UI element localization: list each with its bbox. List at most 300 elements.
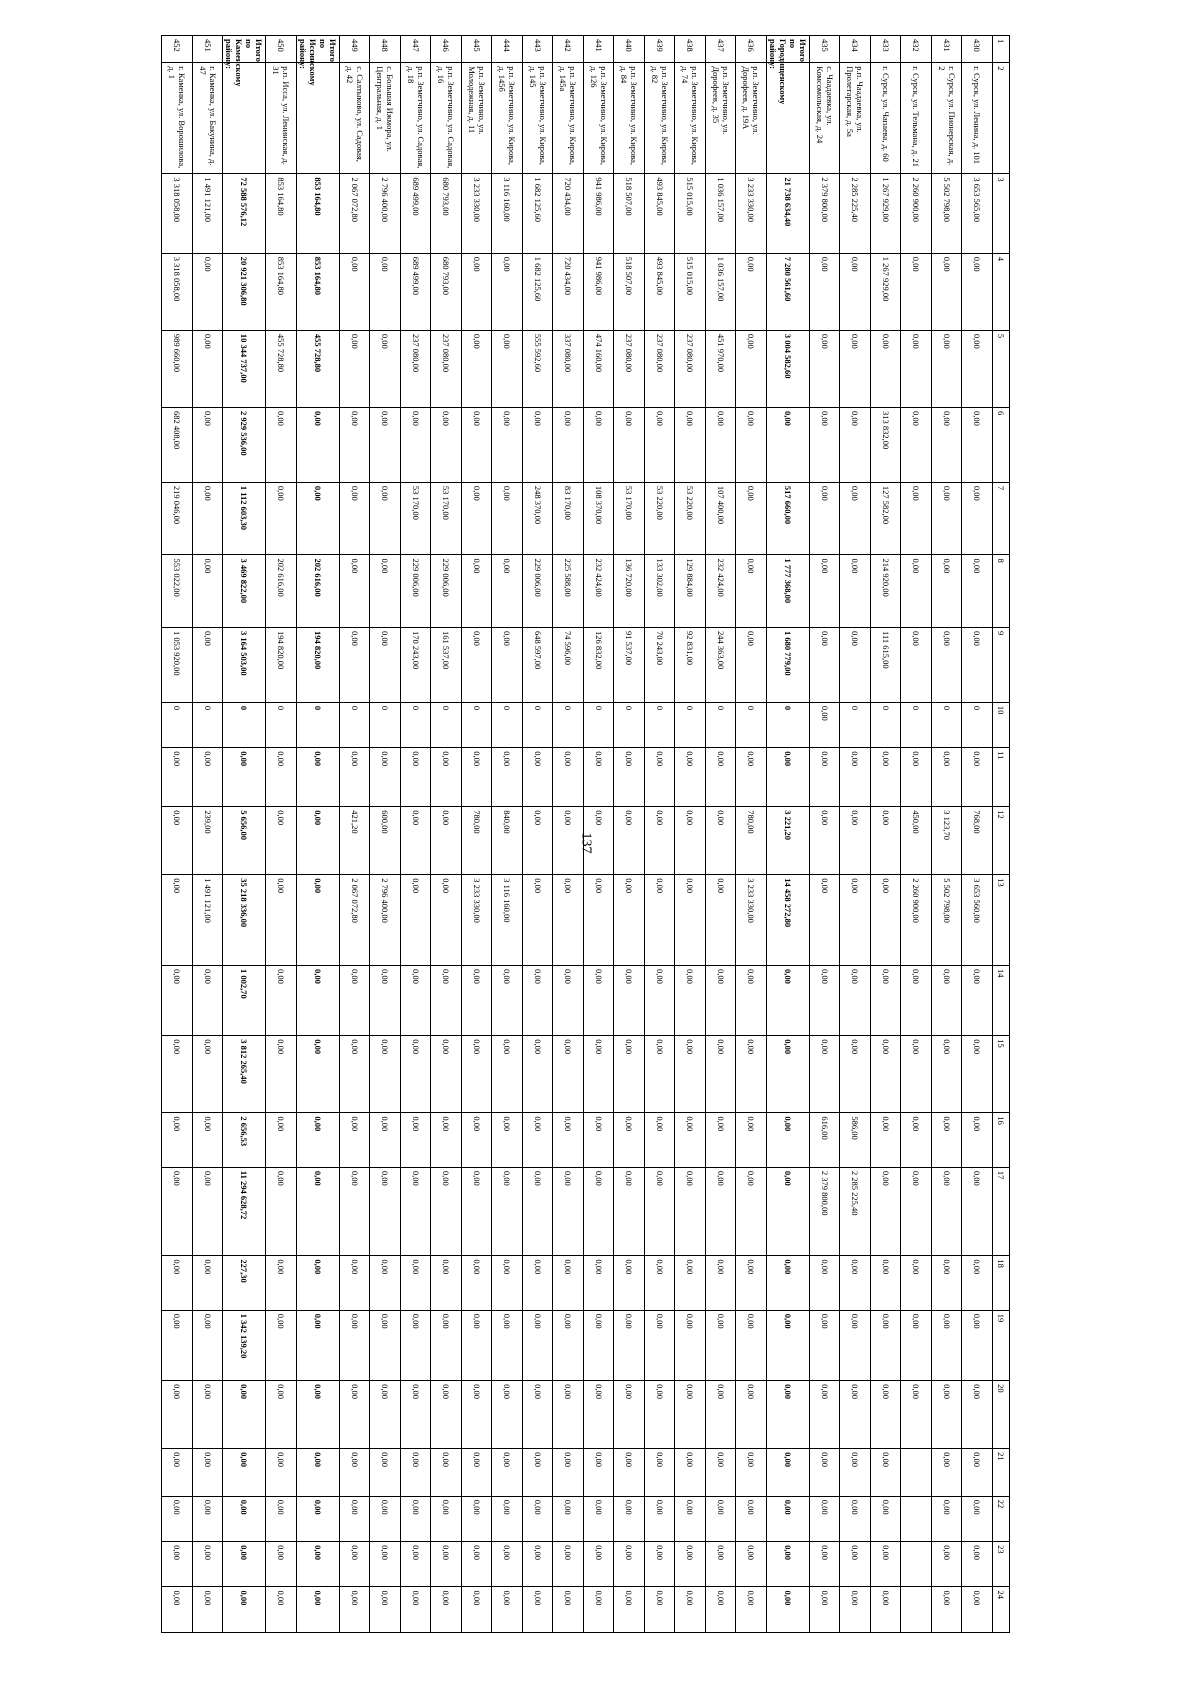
- table-cell: 440: [614, 36, 645, 63]
- table-cell: 0,00: [266, 1496, 297, 1541]
- table-row: [431, 36, 462, 1633]
- table-cell: 3 318 058,00: [162, 174, 193, 253]
- table-cell: 0,00: [193, 1036, 224, 1113]
- table-cell: 0,00: [266, 1113, 297, 1167]
- table-cell: 441: [584, 36, 615, 63]
- table-cell: 0,00: [736, 1167, 767, 1255]
- table-cell: 5 502 798,00: [932, 875, 963, 966]
- table-cell: 3 233 330,00: [462, 174, 493, 253]
- table-row: [871, 36, 902, 1633]
- table-cell: 0,00: [840, 1310, 871, 1380]
- column-header: 23: [993, 1542, 1010, 1587]
- table-cell: 0: [523, 702, 554, 747]
- table-cell: 170 243,00: [401, 628, 432, 703]
- table-cell: 0,00: [297, 1587, 340, 1633]
- table-cell: 3 653 565,00: [962, 174, 993, 253]
- table-cell: 0,00: [297, 1113, 340, 1167]
- table-cell: 989 660,00: [162, 330, 193, 407]
- table-cell: р.п. Земетчино, ул. Кирова, д. 82: [645, 63, 676, 174]
- table-cell: 0,00: [370, 1587, 401, 1633]
- table-cell: 0,00: [492, 1036, 523, 1113]
- table-cell: 0,00: [370, 1542, 401, 1587]
- table-cell: 0,00: [193, 1542, 224, 1587]
- table-cell: 0,00: [523, 1256, 554, 1310]
- table-cell: 237 080,00: [645, 330, 676, 407]
- table-cell: 0,00: [431, 1036, 462, 1113]
- table-cell: 0,00: [645, 1449, 676, 1497]
- table-cell: 0,00: [370, 1310, 401, 1380]
- table-cell: 0,00: [675, 807, 706, 875]
- table-cell: 0,00: [462, 1381, 493, 1449]
- table-cell: 0,00: [553, 1167, 584, 1255]
- table-cell: 0,00: [584, 1381, 615, 1449]
- table-cell: 3 653 560,00: [962, 875, 993, 966]
- table-cell: 0,00: [193, 1167, 224, 1255]
- table-cell: 0,00: [675, 875, 706, 966]
- table-cell: 0,00: [871, 748, 902, 807]
- table-cell: 0,00: [645, 1256, 676, 1310]
- table-cell: 448: [370, 36, 401, 63]
- table-cell: 0,00: [962, 1036, 993, 1113]
- column-header: 22: [993, 1496, 1010, 1541]
- table-cell: 0,00: [932, 1256, 963, 1310]
- table-cell: 0,00: [523, 1113, 554, 1167]
- table-cell: 0,00: [614, 1113, 645, 1167]
- table-cell: 0,00: [871, 1310, 902, 1380]
- table-cell: р.п. Земетчино, ул. Кирова, д. 145: [523, 63, 554, 174]
- table-cell: 313 832,00: [871, 408, 902, 483]
- table-cell: 2 285 225,40: [840, 174, 871, 253]
- table-cell: 449: [340, 36, 371, 63]
- table-cell: 0,00: [523, 875, 554, 966]
- table-cell: 941 986,00: [584, 174, 615, 253]
- table-cell: 3 123,70: [932, 807, 963, 875]
- table-cell: 0,00: [162, 1167, 193, 1255]
- table-cell: 225 588,00: [553, 555, 584, 628]
- table-cell: 493 845,00: [645, 253, 676, 330]
- table-cell: 11 294 628,72: [223, 1167, 266, 1255]
- table-cell: 237 080,00: [614, 330, 645, 407]
- table-cell: 0,00: [370, 1449, 401, 1497]
- table-row: [584, 36, 615, 1633]
- table-cell: 0,00: [614, 1256, 645, 1310]
- table-cell: 0,00: [614, 1036, 645, 1113]
- table-cell: 0,00: [431, 1449, 462, 1497]
- table-cell: 0,00: [901, 1113, 932, 1167]
- table-cell: 0,00: [932, 1113, 963, 1167]
- table-row: [901, 36, 932, 1633]
- table-cell: 0: [431, 702, 462, 747]
- table-cell: 0,00: [932, 1449, 963, 1497]
- table-cell: 0,00: [584, 1113, 615, 1167]
- table-row: [462, 36, 493, 1633]
- table-cell: 0,00: [736, 1449, 767, 1497]
- table-cell: 0,00: [962, 1496, 993, 1541]
- table-cell: 1 053 920,00: [162, 628, 193, 703]
- table-cell: 0: [675, 702, 706, 747]
- table-cell: 0,00: [553, 1496, 584, 1541]
- table-cell: 518 507,00: [614, 253, 645, 330]
- table-cell: 0,00: [645, 408, 676, 483]
- table-cell: 0,00: [370, 628, 401, 703]
- table-cell: 0,00: [840, 330, 871, 407]
- table-cell: 108 370,00: [584, 482, 615, 555]
- table-cell: 682 408,00: [162, 408, 193, 483]
- table-cell: 0,00: [962, 965, 993, 1035]
- table-cell: 0,00: [162, 965, 193, 1035]
- table-cell: 0,00: [962, 1542, 993, 1587]
- table-cell: 0: [736, 702, 767, 747]
- table-row: [492, 36, 523, 1633]
- table-cell: 0,00: [706, 748, 737, 807]
- table-cell: 0,00: [431, 1587, 462, 1633]
- table-cell: 0,00: [584, 1167, 615, 1255]
- table-cell: 0,00: [584, 1256, 615, 1310]
- table-cell: 0,00: [871, 1036, 902, 1113]
- table-cell: 53 170,00: [431, 482, 462, 555]
- table-cell: 474 160,00: [584, 330, 615, 407]
- table-row: [340, 36, 371, 1633]
- table-cell: 0,00: [810, 875, 841, 966]
- table-cell: 0,00: [340, 1036, 371, 1113]
- table-cell: 853 164,80: [297, 174, 340, 253]
- table-cell: 0,00: [810, 1587, 841, 1633]
- table-row: [962, 36, 993, 1633]
- table-cell: 0,00: [297, 748, 340, 807]
- table-cell: 2 656,53: [223, 1113, 266, 1167]
- column-header: 12: [993, 807, 1010, 875]
- table-cell: 0,00: [492, 555, 523, 628]
- table-cell: 0,00: [675, 1496, 706, 1541]
- table-cell: [223, 63, 266, 174]
- table-cell: 0,00: [901, 555, 932, 628]
- table-cell: 0,00: [810, 1256, 841, 1310]
- table-cell: 0,00: [223, 1449, 266, 1497]
- table-cell: 0,00: [810, 748, 841, 807]
- table-cell: 0,00: [162, 1256, 193, 1310]
- table-cell: 0,00: [370, 965, 401, 1035]
- table-cell: 0,00: [840, 1036, 871, 1113]
- table-cell: 0,00: [266, 1036, 297, 1113]
- table-cell: 0,00: [584, 1449, 615, 1497]
- table-cell: 0,00: [840, 408, 871, 483]
- table-cell: 0,00: [370, 482, 401, 555]
- table-cell: 0,00: [810, 1310, 841, 1380]
- table-cell: 0,00: [736, 1310, 767, 1380]
- table-cell: р.п. Земетчино, ул. Кирова, д. 74: [675, 63, 706, 174]
- table-cell: 0,00: [266, 807, 297, 875]
- table-cell: 0,00: [932, 1542, 963, 1587]
- table-cell: 0,00: [706, 1587, 737, 1633]
- table-row: [706, 36, 737, 1633]
- table-cell: г. Сурск, ул. Пионерская, д. 2: [932, 63, 963, 174]
- subtotal-row: [297, 36, 340, 1633]
- table-cell: 493 845,00: [645, 174, 676, 253]
- table-cell: 0,00: [370, 1036, 401, 1113]
- table-cell: 0,00: [297, 1542, 340, 1587]
- table-cell: 1 682 125,60: [523, 174, 554, 253]
- table-cell: 0,00: [266, 482, 297, 555]
- table-cell: [901, 1496, 932, 1541]
- table-cell: 0,00: [962, 1167, 993, 1255]
- table-cell: 53 220,00: [645, 482, 676, 555]
- table-cell: г. Сурск, ул. Чапаева, д. 60: [871, 63, 902, 174]
- table-cell: 0,00: [370, 330, 401, 407]
- table-cell: 2 379 800,00: [810, 1167, 841, 1255]
- table-cell: 0,00: [767, 1496, 810, 1541]
- table-cell: 0,00: [871, 1113, 902, 1167]
- table-cell: 439: [645, 36, 676, 63]
- table-cell: 0,00: [901, 1167, 932, 1255]
- table-cell: 0,00: [706, 1381, 737, 1449]
- table-cell: 0,00: [584, 1542, 615, 1587]
- table-cell: 1 036 157,00: [706, 253, 737, 330]
- table-cell: 0,00: [162, 1587, 193, 1633]
- column-header: 6: [993, 408, 1010, 483]
- table-cell: 0,00: [492, 1381, 523, 1449]
- table-cell: 0,00: [297, 1381, 340, 1449]
- table-cell: 0,00: [401, 1587, 432, 1633]
- table-cell: 0,00: [193, 482, 224, 555]
- table-cell: Итого по Иссинскому району:: [297, 36, 340, 63]
- table-cell: 0,00: [645, 875, 676, 966]
- table-cell: [901, 1449, 932, 1497]
- table-cell: 0,00: [810, 807, 841, 875]
- table-cell: 0,00: [675, 1167, 706, 1255]
- table-cell: 0,00: [266, 1449, 297, 1497]
- table-cell: 0,00: [706, 408, 737, 483]
- table-cell: 0,00: [223, 1587, 266, 1633]
- table-cell: 0,00: [932, 1036, 963, 1113]
- table-cell: 1 491 121,00: [193, 875, 224, 966]
- table-cell: 248 370,00: [523, 482, 554, 555]
- table-cell: 1 342 139,20: [223, 1310, 266, 1380]
- table-cell: 780,00: [736, 807, 767, 875]
- table-cell: 0,00: [431, 748, 462, 807]
- table-cell: 0,00: [553, 1256, 584, 1310]
- table-cell: 433: [871, 36, 902, 63]
- table-cell: 0,00: [840, 1449, 871, 1497]
- table-cell: 0,00: [767, 1310, 810, 1380]
- table-cell: 0,00: [645, 1113, 676, 1167]
- table-cell: 0,00: [584, 748, 615, 807]
- table-cell: 0,00: [962, 748, 993, 807]
- table-cell: 515 015,00: [675, 174, 706, 253]
- table-cell: 0,00: [431, 875, 462, 966]
- table-cell: 0,00: [401, 875, 432, 966]
- table-cell: 0,00: [932, 330, 963, 407]
- table-cell: 0,00: [767, 965, 810, 1035]
- table-cell: 70 243,00: [645, 628, 676, 703]
- table-cell: 616,00: [810, 1113, 841, 1167]
- table-cell: 0,00: [706, 1167, 737, 1255]
- table-cell: 0,00: [462, 1167, 493, 1255]
- table-cell: 0,00: [932, 1381, 963, 1449]
- table-cell: 0,00: [901, 748, 932, 807]
- table-cell: 0,00: [523, 748, 554, 807]
- table-cell: 0,00: [492, 253, 523, 330]
- table-cell: [767, 63, 810, 174]
- table-cell: 0,00: [810, 482, 841, 555]
- table-cell: 0: [840, 702, 871, 747]
- table-cell: 0: [614, 702, 645, 747]
- table-cell: 229 006,00: [523, 555, 554, 628]
- table-cell: 0,00: [297, 875, 340, 966]
- table-cell: 0,00: [266, 748, 297, 807]
- table-cell: 840,00: [492, 807, 523, 875]
- table-cell: 2 067 072,80: [340, 174, 371, 253]
- table-cell: 436: [736, 36, 767, 63]
- table-cell: 0,00: [193, 1113, 224, 1167]
- table-cell: 0,00: [871, 965, 902, 1035]
- table-cell: 586,00: [840, 1113, 871, 1167]
- table-cell: 0,00: [553, 1449, 584, 1497]
- table-cell: 0,00: [523, 1542, 554, 1587]
- table-cell: 0,00: [193, 748, 224, 807]
- table-row: [840, 36, 871, 1633]
- table-cell: 0,00: [614, 408, 645, 483]
- table-cell: 0,00: [266, 965, 297, 1035]
- table-cell: 648 597,00: [523, 628, 554, 703]
- table-cell: 0,00: [523, 1587, 554, 1633]
- table-cell: 0,00: [840, 965, 871, 1035]
- table-cell: 0,00: [932, 482, 963, 555]
- table-cell: с. Большая Ижмора, ул. Центральная, д. 1: [370, 63, 401, 174]
- table-row: [523, 36, 554, 1633]
- table-cell: 0,00: [706, 807, 737, 875]
- table-cell: 431: [932, 36, 963, 63]
- table-cell: 0,00: [370, 1167, 401, 1255]
- table-cell: 0,00: [675, 1381, 706, 1449]
- table-cell: 0,00: [840, 875, 871, 966]
- table-cell: 229 006,00: [401, 555, 432, 628]
- table-cell: 0,00: [962, 1113, 993, 1167]
- table-cell: 0,00: [431, 1542, 462, 1587]
- table-cell: 0,00: [675, 965, 706, 1035]
- table-cell: 1 002,70: [223, 965, 266, 1035]
- table-cell: 0,00: [840, 807, 871, 875]
- table-cell: 0,00: [553, 875, 584, 966]
- table-cell: 680 793,00: [431, 174, 462, 253]
- table-cell: 7 280 561,60: [767, 253, 810, 330]
- table-cell: 0,00: [767, 1449, 810, 1497]
- table-cell: 0,00: [162, 807, 193, 875]
- table-cell: 0,00: [736, 965, 767, 1035]
- table-cell: 0,00: [492, 1496, 523, 1541]
- table-cell: 0,00: [401, 1449, 432, 1497]
- table-cell: 438: [675, 36, 706, 63]
- table-cell: р.п. Земетчино, ул. Дорофеев, д. 35: [706, 63, 737, 174]
- table-cell: 0,00: [810, 628, 841, 703]
- table-cell: 0,00: [767, 1587, 810, 1633]
- table-cell: 720 434,00: [553, 253, 584, 330]
- table-cell: 0,00: [645, 1167, 676, 1255]
- table-cell: 0,00: [675, 1113, 706, 1167]
- table-cell: 53 170,00: [614, 482, 645, 555]
- column-header: 21: [993, 1449, 1010, 1497]
- table-cell: р.п. Земетчино, ул. Кирова, д. 145а: [553, 63, 584, 174]
- table-cell: 0,00: [297, 1496, 340, 1541]
- table-cell: 455 728,80: [297, 330, 340, 407]
- table-cell: 0,00: [523, 1496, 554, 1541]
- table-cell: 194 820,00: [266, 628, 297, 703]
- table-cell: 0: [584, 702, 615, 747]
- table-cell: 0,00: [553, 1036, 584, 1113]
- table-cell: 0,00: [675, 1542, 706, 1587]
- table-cell: 0,00: [840, 628, 871, 703]
- table-cell: 0,00: [401, 965, 432, 1035]
- table-cell: 53 220,00: [675, 482, 706, 555]
- table-cell: 0,00: [706, 1310, 737, 1380]
- table-cell: 219 046,00: [162, 482, 193, 555]
- table-cell: 0,00: [706, 875, 737, 966]
- table-cell: 0,00: [340, 1587, 371, 1633]
- table-cell: 0,00: [901, 330, 932, 407]
- table-cell: 445: [462, 36, 493, 63]
- table-cell: 0,00: [645, 1587, 676, 1633]
- table-cell: 0,00: [810, 408, 841, 483]
- table-cell: 0,00: [675, 408, 706, 483]
- table-cell: 0,00: [810, 702, 841, 747]
- table-cell: 0: [162, 702, 193, 747]
- table-cell: 0,00: [553, 408, 584, 483]
- table-cell: 0: [223, 702, 266, 747]
- table-cell: 0,00: [810, 1036, 841, 1113]
- table-cell: 0,00: [614, 965, 645, 1035]
- table-row: [401, 36, 432, 1633]
- table-cell: 0,00: [645, 1381, 676, 1449]
- table-cell: 0,00: [932, 253, 963, 330]
- table-cell: 1 267 929,00: [871, 253, 902, 330]
- table-cell: 237 080,00: [401, 330, 432, 407]
- table-cell: 518 507,00: [614, 174, 645, 253]
- table-cell: 107 400,00: [706, 482, 737, 555]
- table-cell: 0,00: [706, 1449, 737, 1497]
- table-cell: 0,00: [767, 1167, 810, 1255]
- table-cell: 0,00: [840, 482, 871, 555]
- table-cell: 0,00: [462, 330, 493, 407]
- table-cell: 0,00: [901, 1381, 932, 1449]
- table-cell: 0,00: [810, 253, 841, 330]
- table-cell: 0,00: [553, 807, 584, 875]
- table-cell: 0,00: [523, 1036, 554, 1113]
- table-cell: р.п. Чаадаевка, ул. Пролетарская, д. 5а: [840, 63, 871, 174]
- table-cell: 0,00: [736, 1113, 767, 1167]
- table-cell: 0,00: [462, 1310, 493, 1380]
- table-cell: 74 596,00: [553, 628, 584, 703]
- table-cell: 83 170,00: [553, 482, 584, 555]
- table-cell: 0: [871, 702, 902, 747]
- table-row: [193, 36, 224, 1633]
- table-cell: 0,00: [462, 1542, 493, 1587]
- table-cell: 227,30: [223, 1256, 266, 1310]
- table-cell: 0,00: [462, 1496, 493, 1541]
- table-cell: 20 921 306,80: [223, 253, 266, 330]
- table-cell: 0,00: [297, 1036, 340, 1113]
- table-cell: 0,00: [901, 1036, 932, 1113]
- table-cell: р.п. Земетчино, ул. Садовая, д. 18: [401, 63, 432, 174]
- table-cell: 0,00: [871, 875, 902, 966]
- table-cell: 194 820,00: [297, 628, 340, 703]
- column-header: 18: [993, 1256, 1010, 1310]
- table-cell: 0,00: [492, 1310, 523, 1380]
- table-cell: 202 616,00: [297, 555, 340, 628]
- table-cell: 450: [266, 36, 297, 63]
- table-cell: 0,00: [840, 1381, 871, 1449]
- table-cell: г. Каменка, ул. Ворошилова, д. 1: [162, 63, 193, 174]
- table-cell: 0,00: [193, 965, 224, 1035]
- table-cell: 853 164,80: [266, 174, 297, 253]
